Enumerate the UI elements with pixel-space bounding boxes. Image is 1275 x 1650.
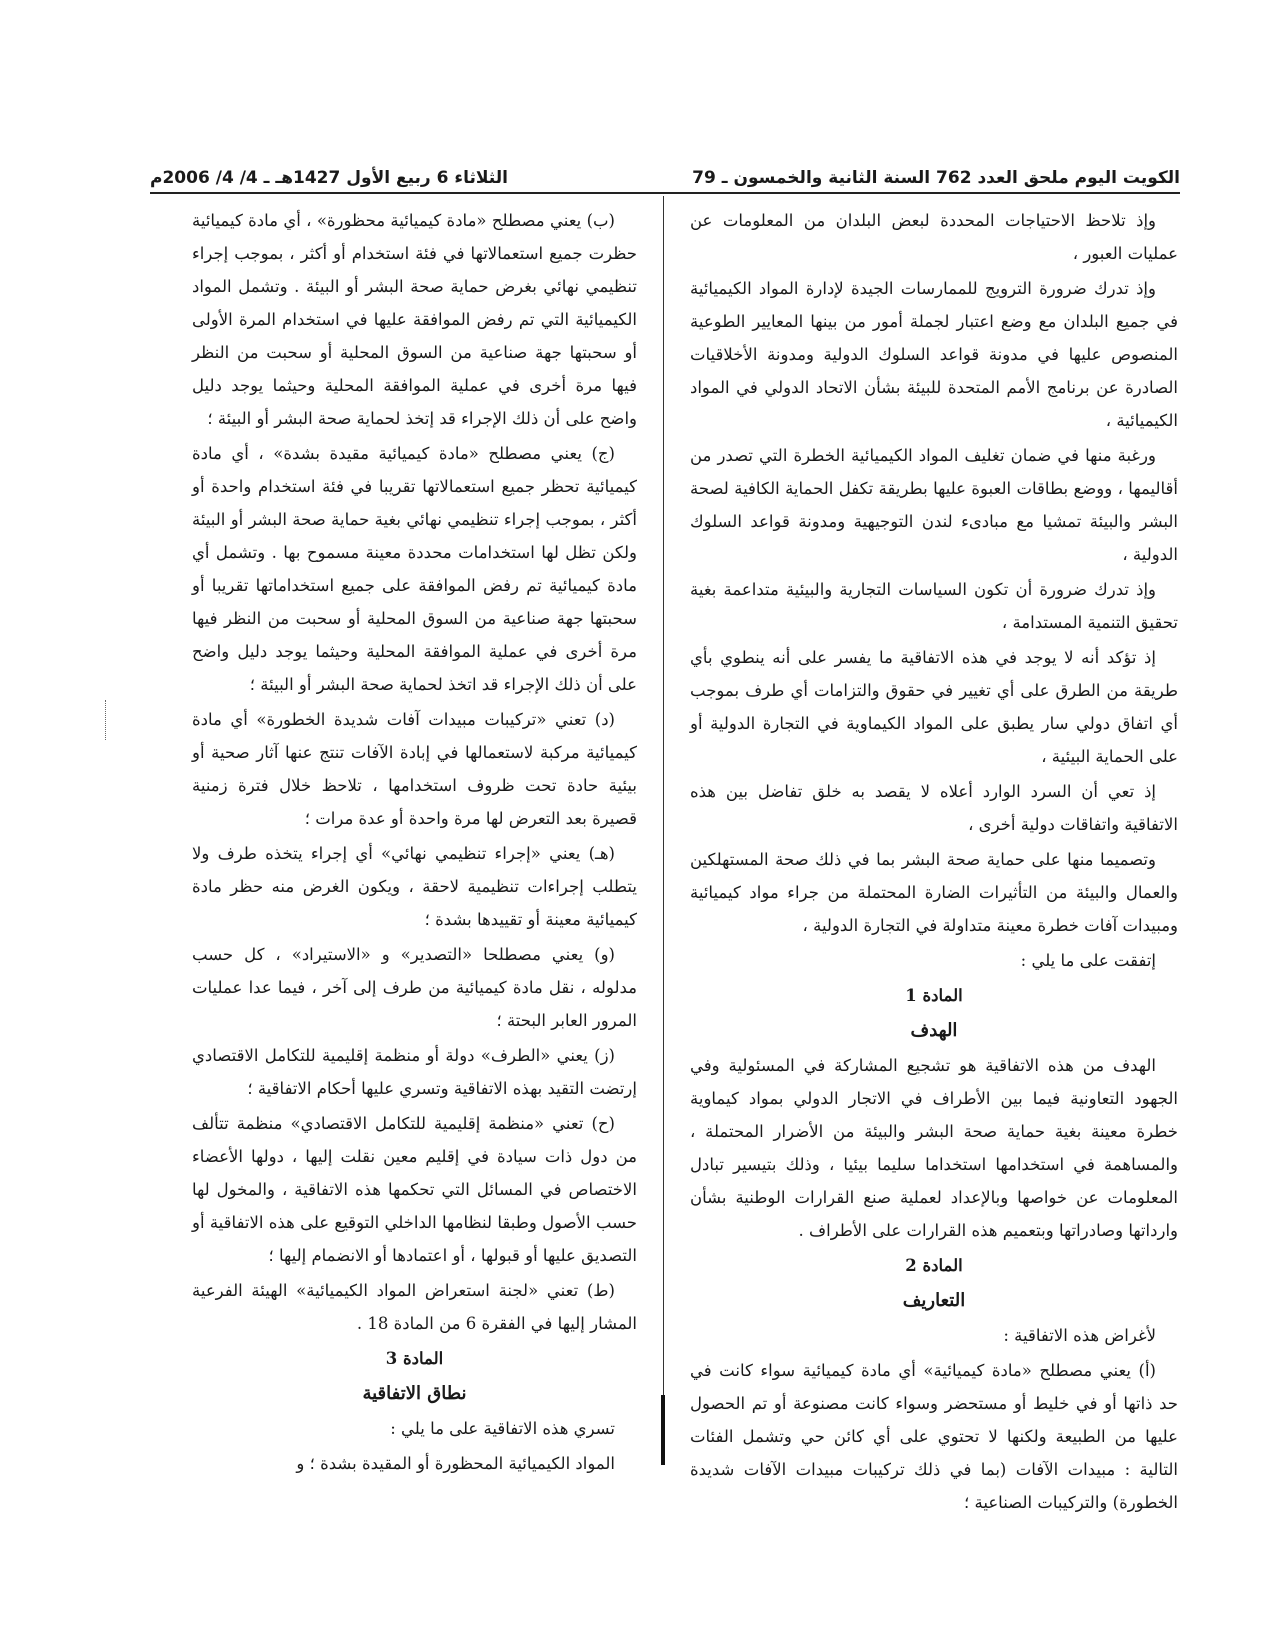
article-1-number: المادة 1 <box>905 986 963 1005</box>
header-rule <box>150 192 1180 194</box>
page-header <box>150 158 1180 188</box>
definition-paragraph: (ط) تعني «لجنة استعراض المواد الكيميائية» الهيئة الفرعية المشار إليها في الفقرة 6 من المادة 18 . <box>192 1281 637 1333</box>
definition-paragraph: (هـ) يعني «إجراء تنظيمي نهائي» أي إجراء يتخذه طرف ولا يتطلب إجراءات تنظيمية لاحقة ، ويكون الغرض منه حظر مادة كيميائية معينة أو تقييدها بشدة ؛ <box>192 844 637 929</box>
article-3-number: المادة 3 <box>385 1349 444 1368</box>
definition-paragraph: (ح) تعني «منظمة إقليمية للتكامل الاقتصادي» منظمة تتألف من دول ذات سيادة في إقليم معين نقلت إليها ، دولها الأعضاء الاختصاص في المسائل التي تحكمها هذه الاتفاقية ، والمخول لها حسب الأصول وطبقا لنظامها الداخلي التوقيع على هذه الاتفاقية أو التصديق عليها أو قبولها ، أو اعتمادها أو الانضمام إليها ؛ <box>192 1114 637 1265</box>
article-2-number: المادة 2 <box>905 1256 963 1275</box>
preamble-paragraph: وإذ تدرك ضرورة أن تكون السياسات التجارية والبيئية متداعمة بغية تحقيق التنمية المستدامة ، <box>690 580 1178 632</box>
article-1-title: الهدف <box>910 1020 958 1041</box>
preamble-paragraph: وإذ تدرك ضرورة الترويج للممارسات الجيدة لإدارة المواد الكيميائية في جميع البلدان مع وضع اعتبار لجملة أمور من بينها المعايير الطوعية المنصوص عليها في مدونة قواعد السلوك الدولية ومدونة الأخلاقيات الصادرة عن برنامج الأمم المتحدة للبيئة بشأن الاتحاد الدولي في المواد الكيميائية ، <box>690 279 1179 430</box>
definition-paragraph: (ج) يعني مصطلح «مادة كيميائية مقيدة بشدة» ، أي مادة كيميائية تحظر جميع استعمالاتها تقريبا في فئة استخدام واحدة أو أكثر ، بموجب إجراء تنظيمي نهائي بغية حماية صحة البشر أو البيئة ولكن تظل لها استخدامات محددة معينة مسموح بها . وتشمل أي مادة كيميائية تم رفض الموافقة على جميع استخداماتها تقريبا أو سحبتها جهة صناعية من السوق المحلية أو سحبت من النظر فيها مرة أخرى في عملية الموافقة المحلية وحيثما يوجد دليل واضح على أن ذلك الإجراء قد اتخذ لحماية صحة البشر أو البيئة ؛ <box>192 444 637 694</box>
article-2-title: التعاريف <box>902 1290 966 1311</box>
preamble-paragraph: إذ تعي أن السرد الوارد أعلاه لا يقصد به خلق تفاضل بين هذه الاتفاقية واتفاقات دولية أخرى ، <box>690 782 1178 834</box>
header-date: الثلاثاء 6 ربيع الأول 1427هـ ـ 4/ 4/ 2006م <box>150 168 508 188</box>
definition-a: (أ) يعني مصطلح «مادة كيميائية» أي مادة كيميائية سواء كانت في حد ذاتها أو في خليط أو مستحضر وسواء كانت مصنوعة أو تم الحصول عليها من الطبيعة ولكنها لا تحتوي على أي كائن حي وتشمل الفئات التالية : مبيدات الآفات (بما في ذلك تركيبات مبيدات الآفات شديدة الخطورة) والتركيبات الصناعية ؛ <box>690 1361 1178 1512</box>
preamble-paragraph: ورغبة منها في ضمان تغليف المواد الكيميائية الخطرة التي تصدر من أقاليمها ، ووضع بطاقات العبوة عليها بطريقة تكفل الحماية الكافية لصحة البشر والبيئة تمشيا مع مبادىء لندن التوجيهية ومدونة قواعد السلوك الدولية ، <box>690 446 1178 564</box>
margin-mark <box>105 700 106 740</box>
left-column <box>192 204 637 1482</box>
article-2-intro: لأغراض هذه الاتفاقية : <box>1003 1326 1156 1345</box>
article-3-title: نطاق الاتفاقية <box>362 1383 467 1404</box>
header-issue-info: الكويت اليوم ملحق العدد 762 السنة الثانية والخمسون ـ 79 <box>692 168 1180 188</box>
definition-paragraph: (ز) يعني «الطرف» دولة أو منظمة إقليمية للتكامل الاقتصادي إرتضت التقيد بهذه الاتفاقية وتسري عليها أحكام الاتفاقية ؛ <box>192 1046 637 1098</box>
article-1-text: الهدف من هذه الاتفاقية هو تشجيع المشاركة في المسئولية وفي الجهود التعاونية فيما بين الأطراف في الاتجار الدولي بمواد كيماوية خطرة معينة بغية حماية صحة البشر والبيئة من الأضرار المحتملة ، والمساهمة في استخدامها استخداما سليما بيئيا ، وذلك بتيسير تبادل المعلومات عن خواصها وبالإعداد لعملية صنع القرارات الوطنية بشأن وارداتها وصادراتها وبتعميم هذه القرارات على الأطراف . <box>690 1056 1178 1240</box>
definition-paragraph: (و) يعني مصطلحا «التصدير» و «الاستيراد» ، كل حسب مدلوله ، نقل مادة كيميائية من طرف إلى آخر ، فيما عدا عمليات المرور العابر البحتة ؛ <box>192 945 637 1030</box>
preamble-paragraph: إذ تؤكد أنه لا يوجد في هذه الاتفاقية ما يفسر على أنه ينطوي بأي طريقة من الطرق على أي تغيير في حقوق والتزامات أي طرف بموجب أي اتفاق دولي سار يطبق على المواد الكيماوية في التجارة الدولية أو على الحماية البيئية ، <box>690 648 1178 766</box>
preamble-paragraph: إتفقت على ما يلي : <box>1020 951 1156 970</box>
preamble-paragraph: وتصميما منها على حماية صحة البشر بما في ذلك صحة المستهلكين والعمال والبيئة من التأثيرات الضارة المحتملة من جراء مواد كيميائية ومبيدات آفات خطرة معينة متداولة في التجارة الدولية ، <box>690 850 1178 935</box>
definition-paragraph: (ب) يعني مصطلح «مادة كيميائية محظورة» ، أي مادة كيميائية حظرت جميع استعمالاتها في فئة استخدام أو أكثر ، بموجب إجراء تنظيمي نهائي بغرض حماية صحة البشر أو البيئة . وتشمل المواد الكيميائية التي تم رفض الموافقة عليها في استخدام المرة الأولى أو سحبتها جهة صناعية من السوق المحلية أو سحبت من النظر فيها مرة أخرى في عملية الموافقة المحلية وحيثما يوجد دليل واضح على أن ذلك الإجراء قد إتخذ لحماية صحة البشر أو البيئة ؛ <box>192 211 637 428</box>
column-divider <box>663 196 664 1441</box>
preamble-paragraph: وإذ تلاحظ الاحتياجات المحددة لبعض البلدان من المعلومات عن عمليات العبور ، <box>690 211 1178 263</box>
right-column <box>690 204 1178 1521</box>
article-3-intro: تسري هذه الاتفاقية على ما يلي : <box>390 1419 615 1438</box>
column-divider-bar <box>661 1395 665 1465</box>
definition-paragraph: (د) تعني «تركيبات مبيدات آفات شديدة الخطورة» أي مادة كيميائية مركبة لاستعمالها في إبادة الآفات تنتج عنها آثار صحية أو بيئية حادة تحت ظروف استخدامها ، تلاحظ خلال فترة زمنية قصيرة بعد التعرض لها مرة واحدة أو عدة مرات ؛ <box>192 710 637 828</box>
article-3-item: المواد الكيميائية المحظورة أو المقيدة بشدة ؛ و <box>296 1454 615 1473</box>
